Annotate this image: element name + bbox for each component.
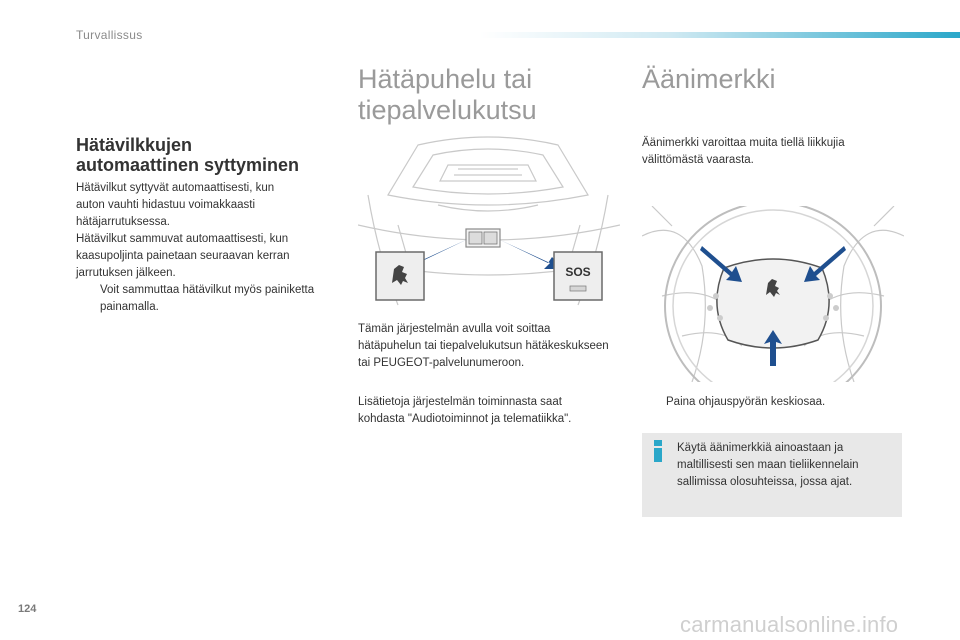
text-line: Voit sammuttaa hätävilkut myös painiketta (100, 284, 315, 296)
section-title: Turvallissus (76, 28, 143, 42)
text-line: Hätävilkut syttyvät automaattisesti, kun (76, 182, 275, 194)
text-line: Äänimerkki varoittaa muita tiellä liikkujia (642, 137, 845, 149)
text-line: Hätävilkut sammuvat automaattisesti, kun (76, 233, 289, 245)
text-line: sallimissa olosuhteissa, jossa ajat. (677, 476, 853, 488)
steering-wheel-illustration (642, 206, 904, 382)
text-line: painamalla. (100, 301, 159, 313)
emergency-call-description (358, 321, 628, 372)
emergency-call-title (358, 64, 618, 126)
text-line: Käytä äänimerkkiä ainoastaan ja (677, 442, 844, 454)
text-line: hätäjarrutuksessa. (76, 216, 170, 228)
text-line: maltillisesti sen maan tieliikennelain (677, 459, 859, 471)
text-line: hätäpuhelun tai tiepalvelukutsun hätäkeskukseen (358, 340, 609, 352)
hazard-title-line-2: automaattinen syttyminen (76, 155, 300, 175)
text-line: Lisätietoja järjestelmän toiminnasta saat (358, 396, 562, 408)
horn-bullet (642, 394, 926, 411)
hazard-description (76, 180, 336, 316)
text-line: välittömästä vaarasta. (642, 154, 754, 166)
emergency-call-more-info (358, 394, 628, 428)
hazard-auto-title (76, 135, 336, 175)
page-number: 124 (18, 603, 37, 615)
text-line: kaasupoljinta painetaan seuraavan kerran (76, 250, 290, 262)
text-line: auton vauhti hidastuu voimakkaasti (76, 199, 255, 211)
title-line-1: Hätäpuhelu tai (358, 64, 533, 94)
header-accent-bar (480, 32, 960, 38)
horn-title: Äänimerkki (642, 64, 776, 94)
sos-button-label: SOS (565, 265, 591, 279)
hazard-title-line-1: Hätävilkkujen (76, 135, 193, 155)
text-line: Paina ohjauspyörän keskiosaa. (666, 396, 826, 408)
text-line: Tämän järjestelmän avulla voit soittaa (358, 323, 551, 335)
watermark: carmanualsonline.info (680, 612, 899, 637)
hazard-bullet (76, 282, 336, 316)
info-text (677, 440, 897, 491)
title-line-2: tiepalvelukutsu (358, 95, 537, 125)
horn-intro (642, 135, 902, 169)
text-line: tai PEUGEOT-palvelunumeroon. (358, 357, 525, 369)
ceiling-console-illustration (358, 135, 620, 315)
text-line: kohdasta "Audiotoiminnot ja telematiikka". (358, 413, 572, 425)
info-icon (652, 440, 664, 462)
text-line: jarrutuksen jälkeen. (76, 267, 176, 279)
